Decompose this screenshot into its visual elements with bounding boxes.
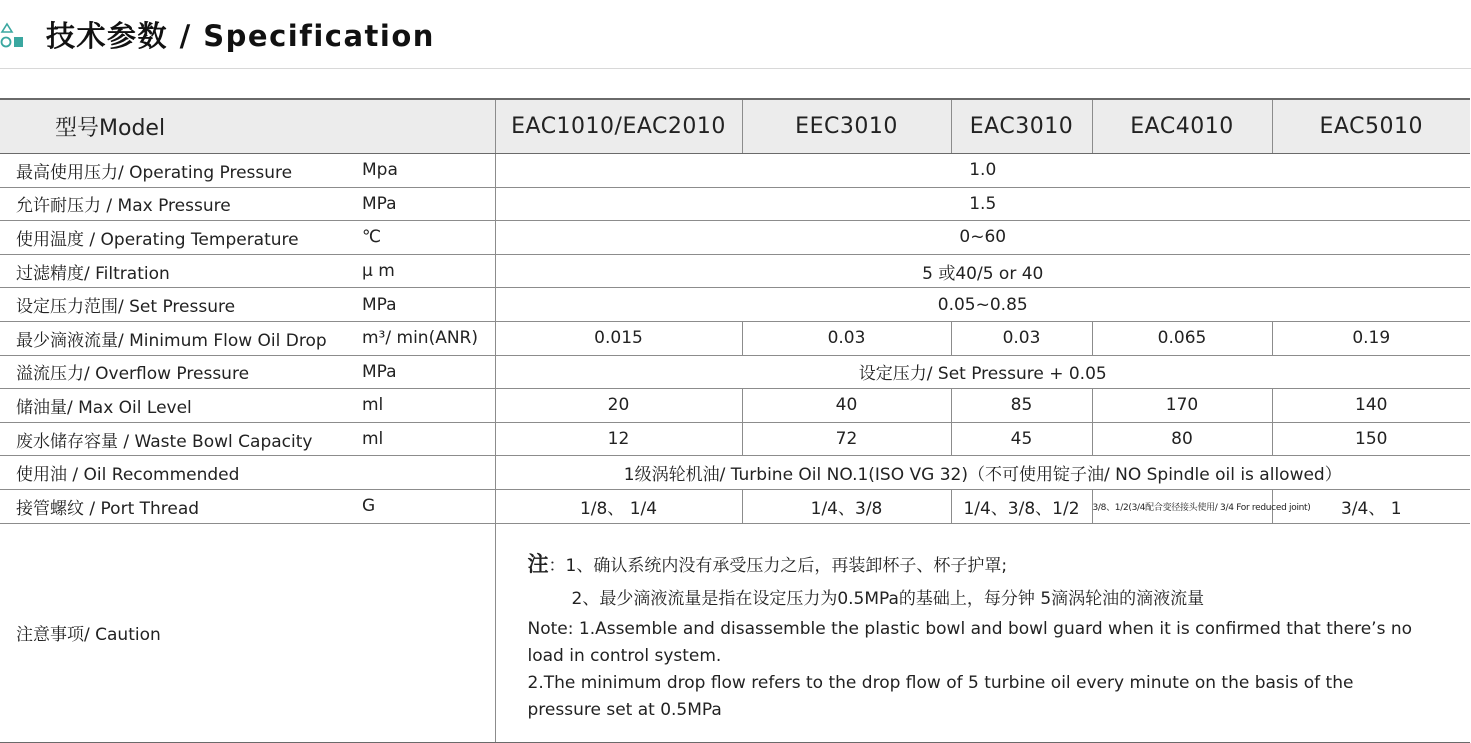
- row-label: 设定压力范围/ Set Pressure: [0, 288, 362, 322]
- spec-row: [0, 288, 1470, 322]
- spec-table: [0, 98, 1470, 743]
- row-value: 0.03: [742, 321, 951, 355]
- row-value-merged: 1.5: [495, 187, 1470, 221]
- spec-row: [0, 422, 1470, 456]
- row-label: 允许耐压力 / Max Pressure: [0, 187, 362, 221]
- note-title: 注: [527, 551, 549, 576]
- row-unit: MPa: [362, 187, 495, 221]
- row-label: 储油量/ Max Oil Level: [0, 389, 362, 423]
- row-value-merged: 1级涡轮机油/ Turbine Oil NO.1(ISO VG 32)（不可使用锭子油/ NO Spindle oil is allowed）: [495, 456, 1470, 490]
- row-label: 使用温度 / Operating Temperature: [0, 221, 362, 255]
- row-label: 最高使用压力/ Operating Pressure: [0, 154, 362, 188]
- spec-row: [0, 489, 1470, 523]
- page-header: [0, 0, 1471, 70]
- spec-row: [0, 389, 1470, 423]
- model-label: 型号Model: [0, 99, 495, 154]
- row-value: 170: [1092, 389, 1272, 423]
- spec-row: [0, 321, 1470, 355]
- note-en-2: 2.The minimum drop flow refers to the drop flow of 5 turbine oil every minute on the basis of the pressure set at 0.5MPa: [527, 672, 1354, 720]
- row-value: 85: [951, 389, 1092, 423]
- note-zh-1: [528, 548, 1431, 583]
- model-header-row: [0, 99, 1470, 154]
- page-title: 技术参数 / Specification: [46, 19, 435, 53]
- row-value-merged: 5 或40/5 or 40: [495, 254, 1470, 288]
- header-divider: [0, 68, 1471, 69]
- row-value: 12: [495, 422, 742, 456]
- row-value: 1/4、3/8: [742, 489, 951, 523]
- row-value: 0.19: [1272, 321, 1470, 355]
- row-unit: m³/ min(ANR): [362, 321, 495, 355]
- row-unit: MPa: [362, 355, 495, 389]
- row-unit: ℃: [362, 221, 495, 255]
- row-value: 150: [1272, 422, 1470, 456]
- row-label: 溢流压力/ Overflow Pressure: [0, 355, 362, 389]
- note-zh-1-text: ：1、确认系统内没有承受压力之后，再装卸杯子、杯子护罩;: [548, 555, 1008, 576]
- row-value: 0.015: [495, 321, 742, 355]
- row-value: 80: [1092, 422, 1272, 456]
- spec-row: [0, 254, 1470, 288]
- row-label: 过滤精度/ Filtration: [0, 254, 362, 288]
- row-unit: ml: [362, 389, 495, 423]
- spec-row: [0, 187, 1470, 221]
- row-value: 3/8、1/2(3/4配合变径接头使用/ 3/4 For reduced joint): [1092, 489, 1272, 523]
- row-value: 45: [951, 422, 1092, 456]
- row-label: 接管螺纹 / Port Thread: [0, 489, 362, 523]
- row-value: 3/4、 1: [1272, 489, 1470, 523]
- note-zh-2: 2、最少滴液流量是指在设定压力为0.5MPa的基础上，每分钟 5滴涡轮油的滴液流量: [571, 588, 1205, 609]
- row-value: 72: [742, 422, 951, 456]
- shapes-logo-icon: [0, 22, 28, 50]
- row-value-merged: 0~60: [495, 221, 1470, 255]
- row-unit: ml: [362, 422, 495, 456]
- note-en-1: Note: 1.Assemble and disassemble the plastic bowl and bowl guard when it is confirmed that there’s no load in control system.: [527, 618, 1413, 666]
- model-name: EAC5010: [1272, 99, 1470, 154]
- row-value: 40: [742, 389, 951, 423]
- row-value: 0.03: [951, 321, 1092, 355]
- row-unit: μ m: [362, 254, 495, 288]
- spec-row: [0, 154, 1470, 188]
- row-value: 1/4、3/8、1/2: [951, 489, 1092, 523]
- row-unit: Mpa: [362, 154, 495, 188]
- row-value: 140: [1272, 389, 1470, 423]
- row-label: 最少滴液流量/ Minimum Flow Oil Drop: [0, 321, 362, 355]
- caution-row: [0, 523, 1470, 742]
- row-value-merged: 设定压力/ Set Pressure + 0.05: [495, 355, 1470, 389]
- model-name: EAC1010/EAC2010: [495, 99, 742, 154]
- model-name: EAC4010: [1092, 99, 1272, 154]
- row-value: 0.065: [1092, 321, 1272, 355]
- spec-row: [0, 355, 1470, 389]
- row-label: 使用油 / Oil Recommended: [0, 456, 362, 490]
- row-value: 1/8、 1/4: [495, 489, 742, 523]
- caution-notes: [495, 523, 1470, 742]
- row-value-merged: 1.0: [495, 154, 1470, 188]
- row-unit: [362, 456, 495, 490]
- row-value: 20: [495, 389, 742, 423]
- row-unit: G: [362, 489, 495, 523]
- spec-row: [0, 456, 1470, 490]
- model-name: EEC3010: [742, 99, 951, 154]
- row-value-merged: 0.05~0.85: [495, 288, 1470, 322]
- caution-label: 注意事项/ Caution: [0, 523, 495, 742]
- row-unit: MPa: [362, 288, 495, 322]
- row-label: 废水储存容量 / Waste Bowl Capacity: [0, 422, 362, 456]
- model-name: EAC3010: [951, 99, 1092, 154]
- spec-row: [0, 221, 1470, 255]
